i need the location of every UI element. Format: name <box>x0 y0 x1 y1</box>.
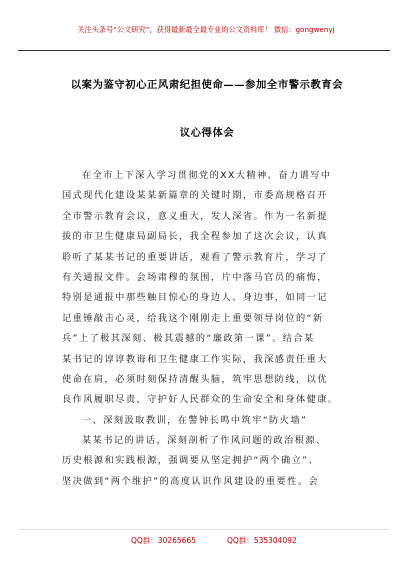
document-title-line-1: 以案为鉴守初心正风肃纪担使命——参加全市警示教育会 <box>70 79 344 91</box>
body-line: 在全市上下深入学习贯彻党的XX大精神、奋力谱写中 <box>82 170 332 181</box>
body-line: 使命在肩，必须时刻保持清醒头脑，筑牢思想防线，以优 <box>62 373 328 385</box>
document-title-line-2: 议心得体会 <box>179 127 235 139</box>
footer <box>0 535 408 551</box>
footer-qq-group-2: QQ群：535304092 <box>227 536 297 545</box>
body-line: 兵”上了极其深刻、极其震撼的“廉政第一课”。结合某 <box>62 333 315 345</box>
body-line: 记重锤敲击心灵，给我这个刚刚走上重要领导岗位的“新 <box>62 312 324 324</box>
body-line: 特别是通报中那些触目惊心的身边人、身边事，如同一记 <box>62 292 328 304</box>
body-line: 国式现代化建设某某新篇章的关键时期，市委高规格召开 <box>62 190 328 202</box>
body-line: 全市警示教育会议，意义重大，发人深省。作为一名新提 <box>62 210 328 222</box>
body-line: 拔的市卫生健康局副局长，我全程参加了这次会议，认真 <box>62 231 328 243</box>
document-body <box>62 166 358 492</box>
body-line: 某书记的谆谆教诲和卫生健康工作实际，我深感责任重大 <box>62 353 328 365</box>
body-line: 坚决做到“两个维护”的高度认识作风建设的重要性。会 <box>62 475 320 487</box>
body-line: 历史根源和实践根源，强调要从坚定拥护“两个确立”、 <box>62 455 320 467</box>
body-line: 良作风履职尽责，守护好人民群众的生命安全和身体健康。 <box>62 394 339 406</box>
header-banner <box>18 14 390 51</box>
section-heading: 一、深刻汲取教训，在警钟长鸣中筑牢“防火墙” <box>82 414 308 426</box>
body-line: 聆听了某某书记的重要讲话，观看了警示教育片，学习了 <box>62 251 328 263</box>
footer-qq-group-1: QQ群：30265665 <box>131 536 196 545</box>
body-line: 有关通报文件。会场肃穆的氛围，片中落马官员的痛悔， <box>62 271 328 283</box>
body-line: 某某书记的讲话，深刻剖析了作风问题的政治根源、 <box>82 435 327 447</box>
header-banner-text: 关注头条号“公文研究”，获得最新最全最专业的公文资料库！ 微信：gongwenyj <box>77 25 335 34</box>
footer-divider <box>20 529 388 530</box>
